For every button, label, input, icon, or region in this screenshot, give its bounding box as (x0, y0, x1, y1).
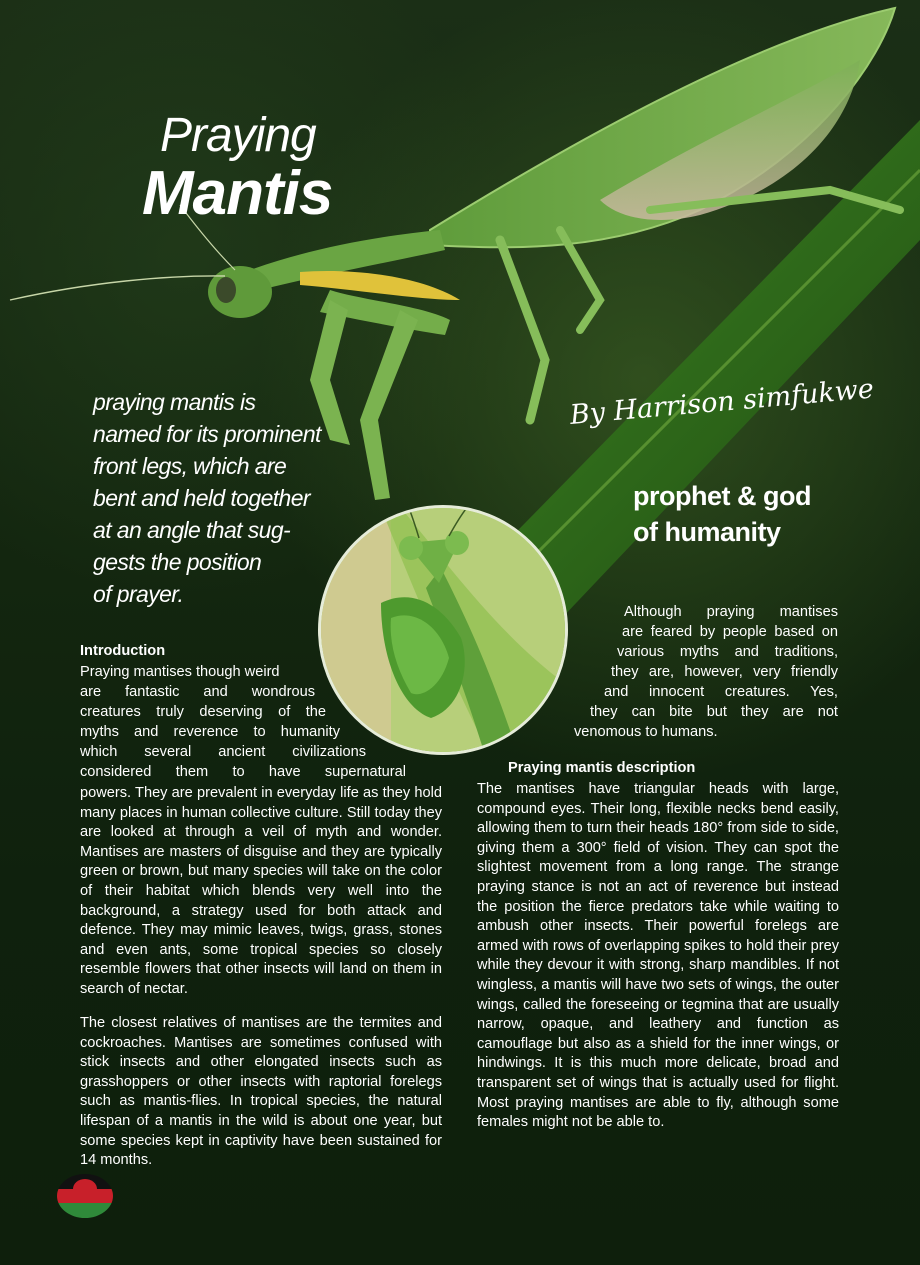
malawi-flag-icon (57, 1174, 113, 1218)
intro-line: which several ancient civilizations (80, 744, 366, 760)
subtitle-line: of humanity (633, 517, 781, 547)
right-intro-line: various myths and traditions, (617, 644, 838, 660)
right-intro-line: Although praying mantises (624, 604, 838, 620)
subtitle (633, 478, 873, 550)
byline: By Harrison simfukwe (568, 373, 875, 431)
intro-heading: Introduction (80, 643, 166, 659)
right-intro-line: they can bite but they are not (590, 704, 838, 720)
lede-line: front legs, which are (93, 453, 287, 479)
mantis-closeup-photo (318, 505, 568, 755)
lede-line: gests the position (93, 549, 262, 575)
right-intro-line: are feared by people based on (622, 624, 838, 640)
intro-paragraph-2: The closest relatives of mantises are the termites and cockroaches. Mantises are sometimes confused with stick insects and other elongated insects such as grasshoppers or other insects with raptorial forelegs such as mantis-flies. In tropical species, the natural lifespan of a mantis in the wild is about one year, but some species kept in captivity have been sustained for 14 months. (80, 1015, 442, 1169)
right-intro-line: and innocent creatures. Yes, (604, 684, 838, 700)
intro-line: considered them to have supernatural (80, 764, 406, 780)
lede-line: of prayer. (93, 581, 184, 607)
lede (93, 386, 363, 610)
intro-line: myths and reverence to humanity (80, 724, 340, 740)
description-paragraph: The mantises have triangular heads with large, compound eyes. Their long, flexible necks bend easily, allowing them to turn their heads 180° from side to side, giving them a 300° field of vision. They can spot the slightest movement from a long range. The strange praying stance is not an act of reverence but instead the position the fierce predators take while waiting to ambush other insects. Their powerful forelegs are armed with rows of overlapping spikes to hold their prey while they devour it with strong, sharp mandibles. If not wingless, a mantis will have two sets of wings, the outer wings, called the foreseeing or tegmina that are usually narrow, opaque, and leathery and function as camouflage but also as a shield for the inner wings, or hindwings. It is this much more delicate, broad and transparent set of wings that is actually used for flight. Most praying mantises are able to fly, although some females might not be able to. (477, 781, 839, 1131)
subtitle-line: prophet & god (633, 481, 811, 511)
intro-line: are fantastic and wondrous (80, 684, 315, 700)
title-line-2: Mantis (142, 159, 333, 228)
intro-line: Praying mantises though weird (80, 664, 280, 680)
lede-line: at an angle that sug- (93, 517, 291, 543)
description-heading: Praying mantis description (508, 760, 696, 776)
intro-paragraph: powers. They are prevalent in everyday life as they hold many places in human collective culture. Still today they are looked at through a veil of myth and wonder. Mantises are masters of disguise and they are typically green or brown, but many species will take on the color of their habitat which blends very well into the background, a strategy used for both attack and defence. They may mimic leaves, twigs, grass, stones and even ants, some tropical species so closely resemble flowers that other insects will land on them in search of nectar. (80, 785, 442, 997)
lede-line: praying mantis is (93, 389, 256, 415)
intro-line: creatures truly deserving of the (80, 704, 326, 720)
title-line-1: Praying (160, 109, 316, 162)
right-intro-line: venomous to humans. (574, 724, 718, 740)
lede-line: named for its prominent (93, 421, 321, 447)
right-intro-line: they are, however, very friendly (611, 664, 838, 680)
lede-line: bent and held together (93, 485, 310, 511)
